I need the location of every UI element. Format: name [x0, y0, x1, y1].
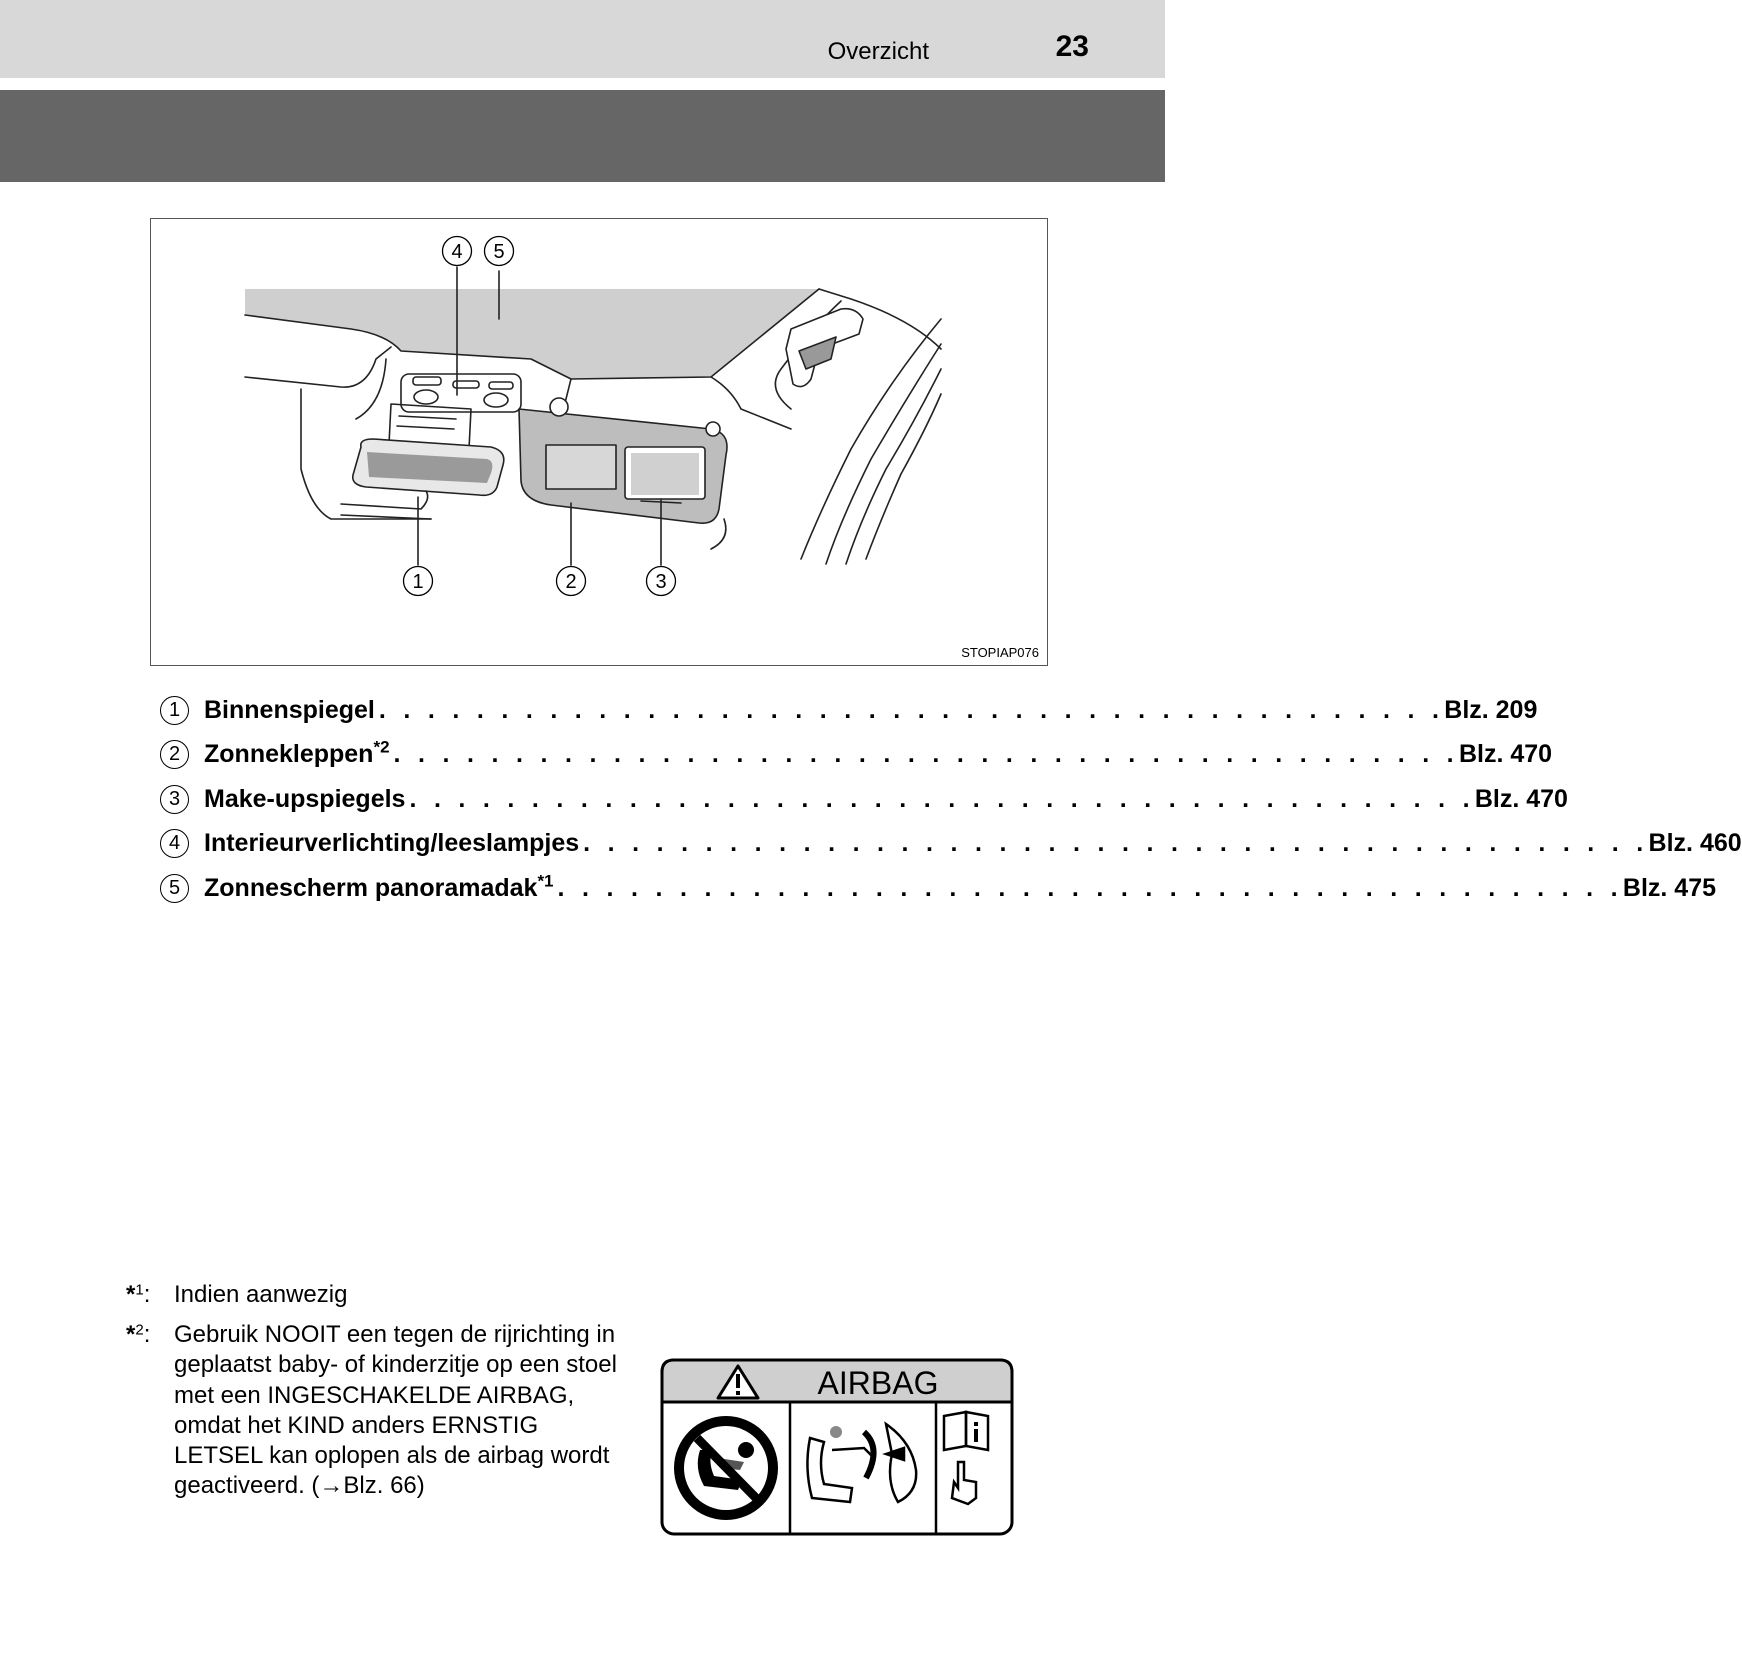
footnote-mark: *$^1$:: [126, 1281, 151, 1308]
page-number: 23: [1055, 30, 1089, 63]
leader-dots: . . . . . . . . . . . . . . . . . . . . . . . . . . . . . . . . . . . . . . . . . . . .: [378, 695, 1445, 724]
footnote-text: Gebruik NOOIT een tegen de rijrichting in geplaatst baby- of kinderzitje op een stoel met een INGESCHAKELDE AIRBAG, omdat het KIND anders ERNSTIG LETSEL kan oplopen als de airbag wordt geactiveerd. (→Blz. 66): [174, 1321, 617, 1500]
airbag-title: AIRBAG: [817, 1365, 939, 1401]
svg-text:1: 1: [412, 571, 424, 593]
svg-text:4: 4: [451, 241, 463, 263]
callout-page: Blz. 470: [1458, 740, 1553, 769]
roof-interior-drawing: [151, 219, 1047, 665]
footnotes: [126, 1280, 626, 1511]
callout-number: 1: [160, 696, 189, 725]
footnote-ref: *2: [373, 737, 390, 757]
callout-number: 3: [160, 785, 189, 814]
callout-page: Blz. 475: [1622, 873, 1717, 902]
callout-list: [160, 688, 1742, 911]
svg-text:5: 5: [493, 241, 505, 263]
callout-label: Zonnekleppen$^{*2}$: [204, 737, 390, 769]
interior-illustration: [150, 218, 1048, 666]
no-rear-facing-seat-icon: [674, 1416, 778, 1520]
callout-row: [160, 822, 1742, 867]
leader-dots: . . . . . . . . . . . . . . . . . . . . . . . . . . . . . . . . . . . . . . . . . . . .: [583, 829, 1649, 858]
callout-row: [160, 733, 1553, 778]
callout-row: [160, 688, 1538, 733]
callout-number: 4: [160, 829, 189, 858]
callout-label: Interieurverlichting/leeslampjes: [204, 829, 580, 858]
marker-1: [404, 567, 433, 596]
leader-dots: . . . . . . . . . . . . . . . . . . . . . . . . . . . . . . . . . . . . . . . . . . . .: [557, 873, 1623, 902]
callout-label: Binnenspiegel: [204, 695, 375, 724]
footnote-mark: *$^2$:: [126, 1321, 151, 1349]
svg-text:3: 3: [655, 571, 667, 593]
footnote-2: [126, 1320, 626, 1501]
marker-4: [443, 237, 472, 266]
callout-label: Make-upspiegels: [204, 784, 406, 813]
image-code: STOPIAP076: [961, 645, 1039, 660]
callout-row: [160, 866, 1717, 911]
marker-5: [485, 237, 514, 266]
airbag-warning-label: [660, 1358, 1014, 1536]
callout-page: Blz. 460: [1648, 829, 1742, 858]
footnote-1: [126, 1280, 626, 1310]
leader-dots: . . . . . . . . . . . . . . . . . . . . . . . . . . . . . . . . . . . . . . . . . . . .: [393, 740, 1459, 769]
callout-number: 5: [160, 874, 189, 903]
panorama-roof-glass: [245, 289, 819, 379]
section-title: Overzicht: [827, 38, 929, 65]
callout-number: 2: [160, 740, 189, 769]
svg-text:2: 2: [565, 571, 577, 593]
callout-page: Blz. 470: [1474, 784, 1568, 813]
footnote-ref: *1: [537, 871, 554, 891]
marker-2: [557, 567, 586, 596]
chapter-bar: [0, 90, 1165, 182]
callout-page: Blz. 209: [1444, 695, 1538, 724]
marker-3: [647, 567, 676, 596]
callout-row: [160, 777, 1568, 822]
footnote-text: Indien aanwezig: [174, 1281, 348, 1308]
callout-label: Zonnescherm panoramadak$^{*1}$: [204, 871, 554, 902]
leader-dots: . . . . . . . . . . . . . . . . . . . . . . . . . . . . . . . . . . . . . . . . . . . .: [409, 784, 1475, 813]
header-band: [0, 0, 1165, 78]
